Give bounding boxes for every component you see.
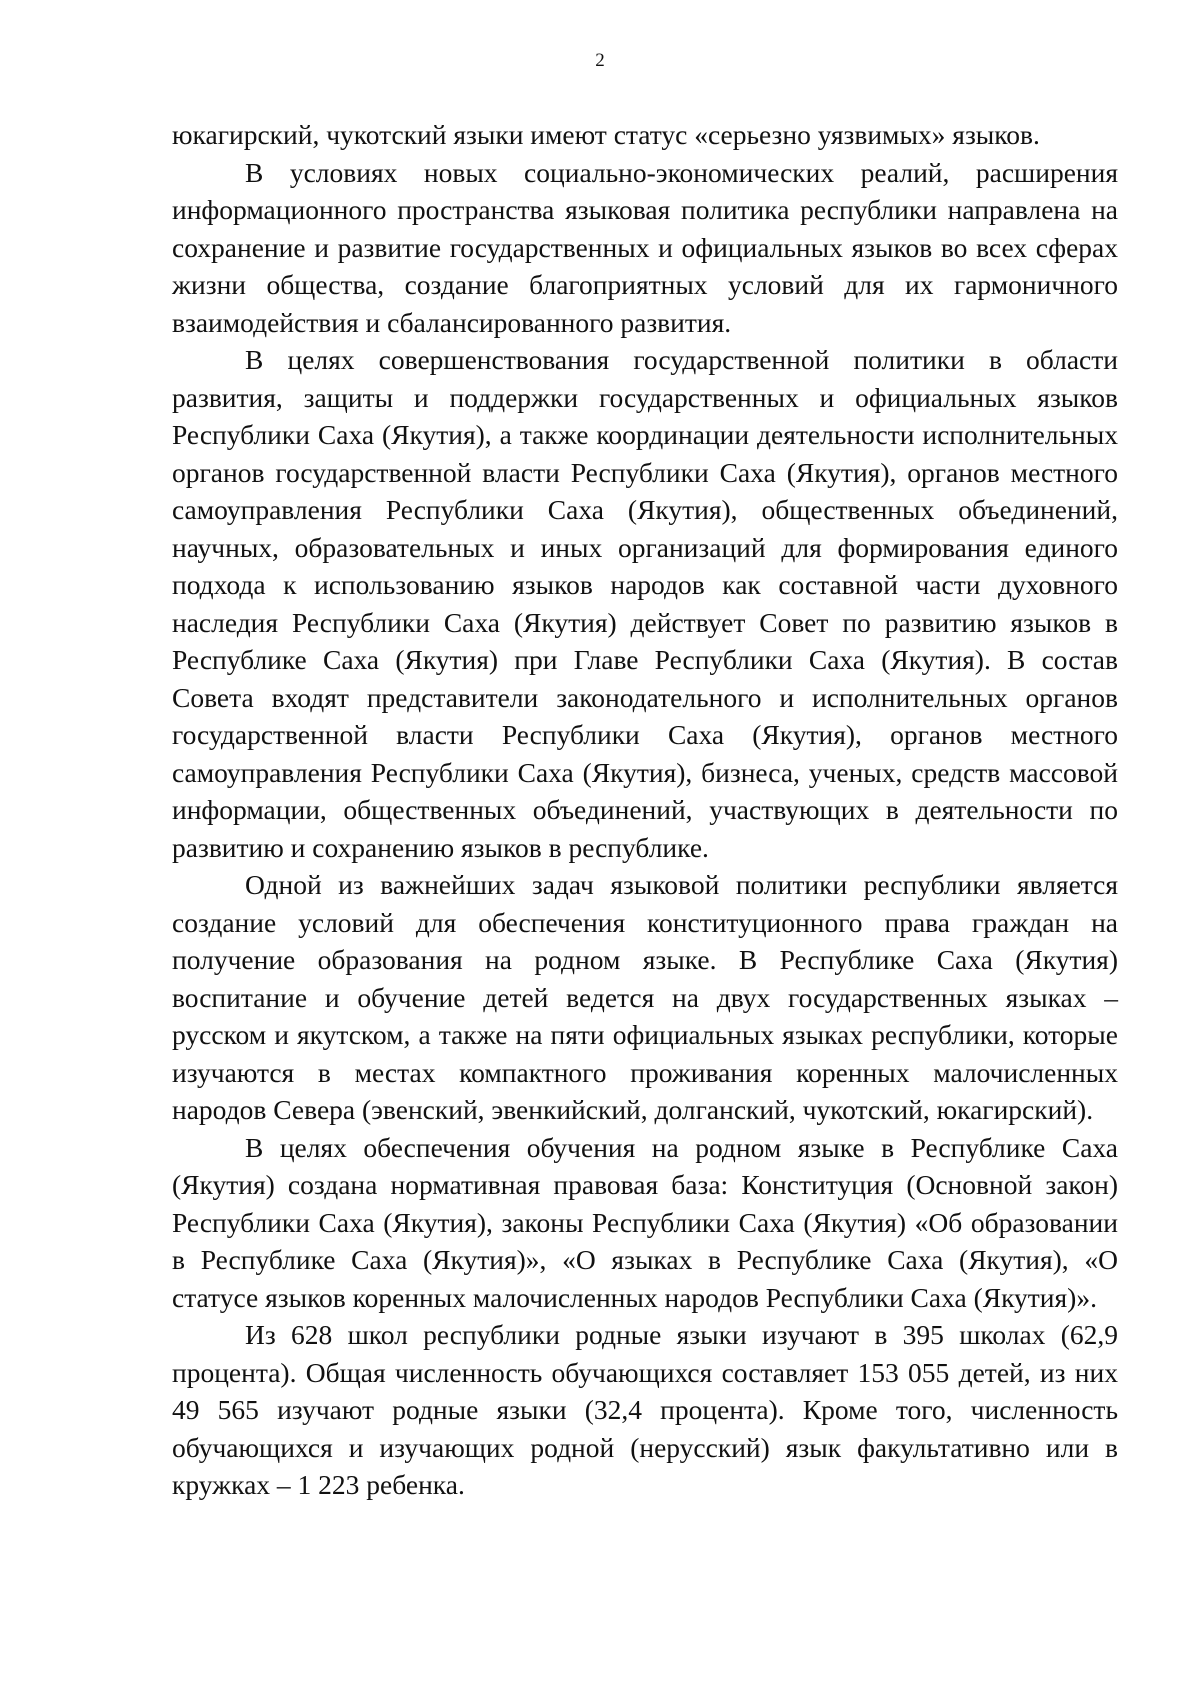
paragraph-school-statistics: Из 628 школ республики родные языки изучают в 395 школах (62,9 процента). Общая численность обучающихся составляет 153 055 детей, из них 49 565 изучают родные языки (32,4 процента). Кроме того, численность обучающихся и изучающих родной (нерусский) язык факультативно или в кружках – 1 223 ребенка. [172,1319,1118,1500]
paragraph-native-education: Одной из важнейших задач языковой политики республики является создание условий для обеспечения конституционного права граждан на получение образования на родном языке. В Республике Саха (Якутия) воспитание и обучение детей ведется на двух государственных языках – русском и якутском, а также на пяти официальных языках республики, которые изучаются в местах компактного проживания коренных малочисленных народов Севера (эвенский, эвенкийский, долганский, чукотский, юкагирский). [172,869,1118,1125]
page-number: 2 [595,50,605,71]
paragraph-language-council: В целях совершенствования государственной политики в области развития, защиты и поддержки государственных и официальных языков Республики Саха (Якутия), а также координации деятельности исполнительных органов государственной власти Республики Саха (Якутия), органов местного самоуправления Республики Саха (Якутия), общественных объединений, научных, образовательных и иных организаций для формирования единого подхода к использованию языков народов как составной части духовного наследия Республики Саха (Якутия) действует Совет по развитию языков в Республике Саха (Якутия) при Главе Республики Саха (Якутия). В состав Совета входят представители законодательного и исполнительных органов государственной власти Республики Саха (Якутия), органов местного самоуправления Республики Саха (Якутия), бизнеса, ученых, средств массовой информации, общественных объединений, участвующих в деятельности по развитию и сохранению языков в республике. [172,344,1118,863]
paragraph-legal-framework: В целях обеспечения обучения на родном языке в Республике Саха (Якутия) создана нормативная правовая база: Конституция (Основной закон) Республики Саха (Якутия), законы Республики Саха (Якутия) «Об образовании в Республике Саха (Якутия)», «О языках в Республике Саха (Якутия), «О статусе языков коренных малочисленных народов Республики Саха (Якутия)». [172,1131,1118,1313]
paragraph-language-policy: В условиях новых социально-экономических реалий, расширения информационного пространства языковая политика республики направлена на сохранение и развитие государственных и официальных языков во всех сферах жизни общества, создание благоприятных условий для их гармоничного взаимодействия и сбалансированного развития. [172,156,1118,338]
paragraph-continuation: юкагирский, чукотский языки имеют статус «серьезно уязвимых» языков. [172,119,1040,150]
document-body [172,116,1118,1504]
